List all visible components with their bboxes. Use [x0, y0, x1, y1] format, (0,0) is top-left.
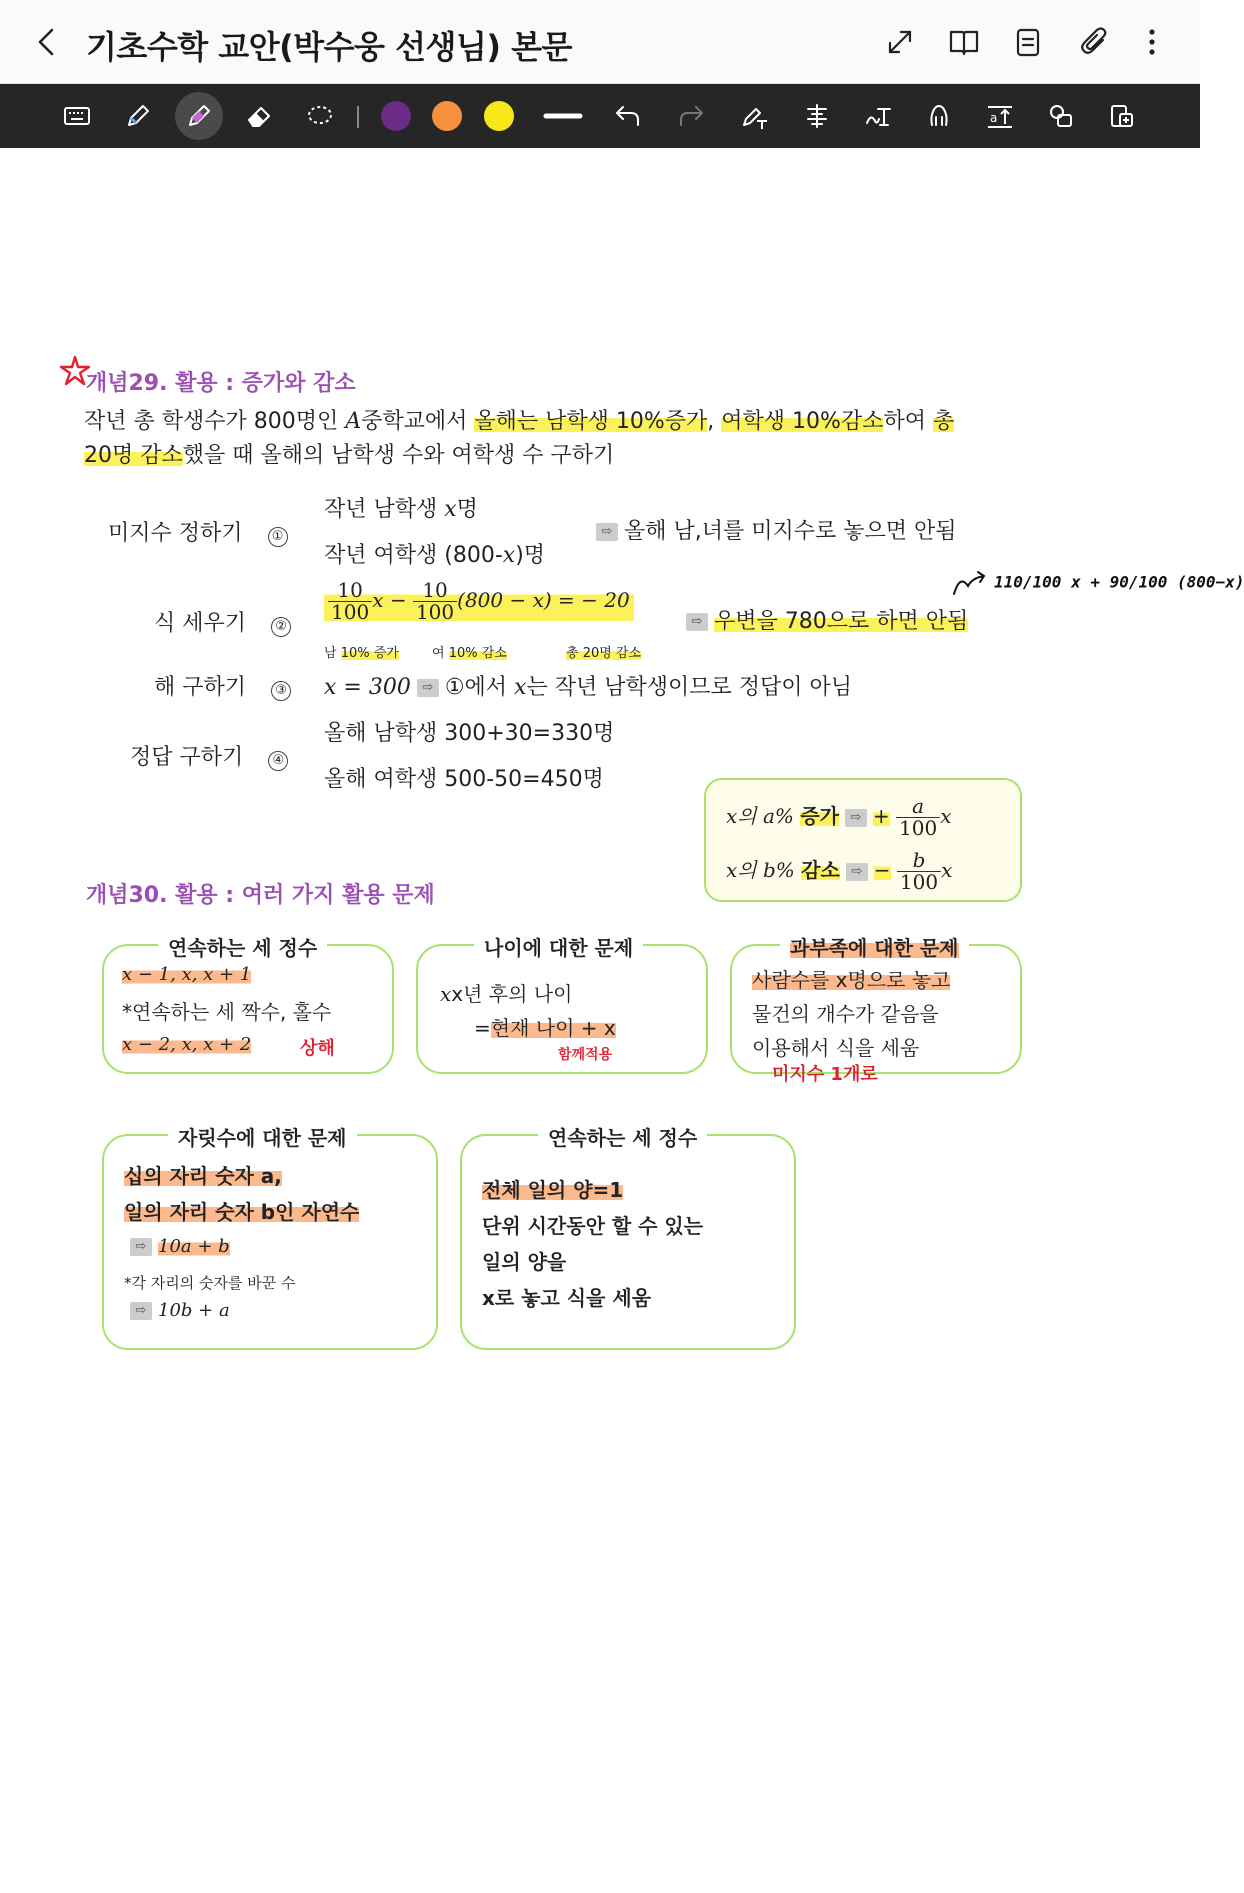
- box-line: =현재 나이 + x: [474, 1016, 616, 1040]
- box-line: xx년 후의 나이: [440, 982, 573, 1006]
- step-2-equation: $\frac{10}{100}$ x − $\frac{10}{100}$ (800 − x) = − 20: [324, 578, 634, 625]
- note-title: 기초수학 교안(박수웅 선생님) 본문: [86, 28, 572, 66]
- expand-icon[interactable]: [882, 24, 918, 60]
- box-title: 과부족에 대한 문제: [780, 932, 969, 961]
- attach-icon[interactable]: [1076, 24, 1112, 60]
- box-line: ⇨ 10a + b: [124, 1236, 230, 1257]
- more-icon[interactable]: [1134, 24, 1170, 60]
- increase-decrease-tip-box: [704, 778, 1022, 902]
- box-line: 사람수를 x명으로 놓고: [752, 968, 951, 992]
- svg-text:a: a: [990, 111, 998, 125]
- step-3-content: x = 300 ⇨ ①에서 x는 작년 남학생이므로 정답이 아님: [324, 675, 852, 700]
- layers-icon[interactable]: [1041, 96, 1081, 136]
- step-1-note: ⇨ 올해 남,녀를 미지수로 놓으면 안됨: [590, 514, 957, 545]
- box-line: 단위 시간동안 할 수 있는: [482, 1214, 704, 1238]
- keyboard-icon[interactable]: [57, 96, 97, 136]
- undo-icon[interactable]: [608, 96, 648, 136]
- toolbar-divider: [357, 106, 359, 128]
- step-1-label: 미지수 정하기 ①: [108, 516, 288, 547]
- step-1-line-2: 작년 여학생 (800-x)명: [324, 543, 546, 568]
- problem-line-1: 작년 총 학생수가 800명인 A중학교에서 올해는 남학생 10%증가, 여학생 10%감소하여 총: [84, 409, 955, 434]
- note-page[interactable]: [0, 148, 1244, 1893]
- step-2-note: ⇨ 우변을 780으로 하면 안됨: [680, 604, 968, 635]
- box-line: 일의 양을: [482, 1250, 567, 1274]
- text-mode-icon[interactable]: [735, 96, 775, 136]
- box-line: 십의 자리 숫자 a,: [124, 1164, 282, 1188]
- box-title: 연속하는 세 정수: [538, 1122, 707, 1151]
- pen-toolbar: [0, 84, 1200, 148]
- step-4-label: 정답 구하기 ④: [130, 740, 288, 771]
- color-yellow-swatch[interactable]: [484, 101, 514, 131]
- box-line: x − 2, x, x + 2: [122, 1034, 252, 1055]
- box-title: 나이에 대한 문제: [474, 932, 643, 961]
- tip-decrease: x의 b% 감소 ⇨ − $\frac{b}{100}$ x: [726, 848, 953, 894]
- color-orange-swatch[interactable]: [432, 101, 462, 131]
- lasso-icon[interactable]: [300, 96, 340, 136]
- tip-increase: x의 a% 증가 ⇨ + $\frac{a}{100}$ x: [726, 794, 952, 840]
- insert-icon[interactable]: [1102, 96, 1142, 136]
- age-problem-box: [416, 936, 708, 1074]
- box-line: x − 1, x, x + 1: [122, 964, 252, 985]
- shape-icon[interactable]: [919, 96, 959, 136]
- sub-note-male: 남 10% 증가: [324, 646, 399, 661]
- align-icon[interactable]: [797, 96, 837, 136]
- consecutive-integers-box: [102, 936, 394, 1074]
- step-4-line-1: 올해 남학생 300+30=330명: [324, 721, 615, 746]
- digit-problem-box: [102, 1126, 438, 1350]
- back-icon[interactable]: [28, 22, 68, 62]
- work-problem-box: [460, 1126, 796, 1350]
- page-list-icon[interactable]: [1010, 24, 1046, 60]
- step-1-line-1: 작년 남학생 x명: [324, 497, 478, 522]
- redo-icon[interactable]: [671, 96, 711, 136]
- concept-30-heading: 개념30. 활용 : 여러 가지 활용 문제: [86, 883, 435, 908]
- step-2-label: 식 세우기 ②: [154, 606, 291, 637]
- concept-29-heading: 개념29. 활용 : 증가와 감소: [86, 371, 356, 396]
- box-line: 일의 자리 숫자 b인 자연수: [124, 1200, 360, 1224]
- handwritten-note: 함께적용: [558, 1047, 613, 1063]
- sub-note-total: 총 20명 감소: [566, 646, 642, 661]
- box-line: *연속하는 세 짝수, 홀수: [122, 1000, 332, 1024]
- box-line: 이용해서 식을 세움: [752, 1036, 920, 1060]
- pen-icon[interactable]: [118, 96, 158, 136]
- eraser-icon[interactable]: [239, 96, 279, 136]
- title-bar: [0, 0, 1200, 84]
- step-3-label: 해 구하기 ③: [154, 670, 291, 701]
- box-title: 연속하는 세 정수: [158, 932, 327, 961]
- box-line: *각 자리의 숫자를 바꾼 수: [124, 1274, 296, 1292]
- handwritten-note: 상해: [300, 1038, 335, 1059]
- color-purple-swatch[interactable]: [381, 101, 411, 131]
- box-line: ⇨ 10b + a: [124, 1300, 230, 1321]
- margin-handwritten-note: 110/100 x + 90/100 (800−x): [990, 568, 1244, 598]
- step-4-line-2: 올해 여학생 500-50=450명: [324, 767, 604, 792]
- highlighter-icon[interactable]: [175, 92, 223, 140]
- line-thickness-icon[interactable]: [543, 96, 583, 136]
- box-line: x로 놓고 식을 세움: [482, 1286, 652, 1310]
- box-line: 전체 일의 양=1: [482, 1178, 624, 1202]
- box-line: 물건의 개수가 같음을: [752, 1002, 939, 1026]
- handwriting-text-icon[interactable]: [858, 96, 898, 136]
- sub-note-female: 여 10% 감소: [432, 646, 507, 661]
- handwritten-note: 미지수 1개로: [772, 1064, 878, 1085]
- box-title: 자릿수에 대한 문제: [168, 1122, 357, 1151]
- problem-line-2: 20명 감소했을 때 올해의 남학생 수와 여학생 수 구하기: [84, 443, 615, 468]
- book-view-icon[interactable]: [946, 24, 982, 60]
- convert-text-icon[interactable]: [980, 96, 1020, 136]
- shortage-problem-box: [730, 936, 1022, 1085]
